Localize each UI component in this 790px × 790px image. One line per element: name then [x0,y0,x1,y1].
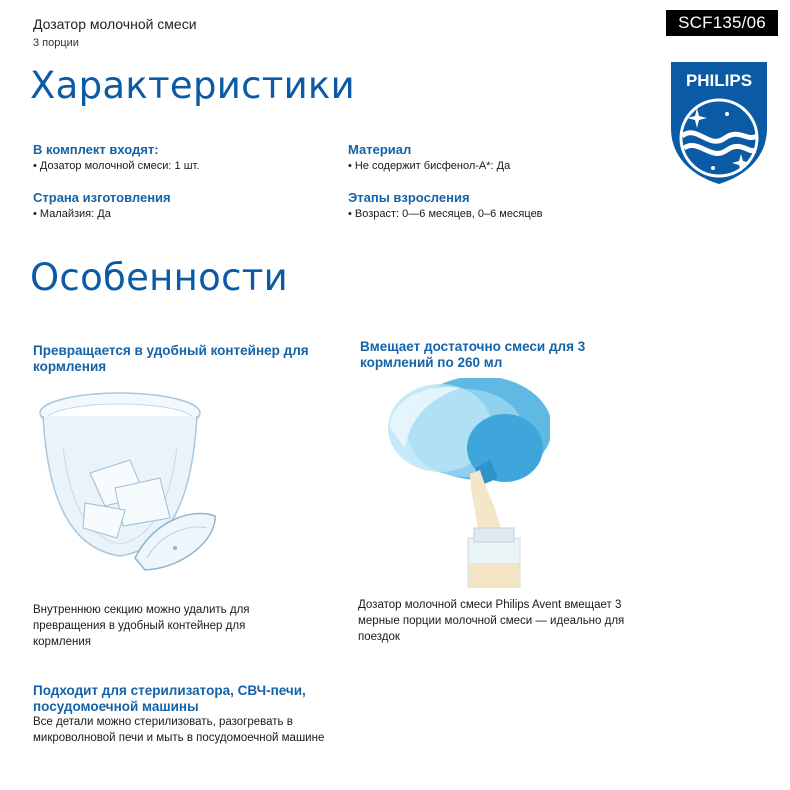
features-title: Особенности [30,256,288,299]
spec-item-country: • Малайзия: Да [33,208,111,220]
spec-heading-material: Материал [348,142,412,157]
spec-item-material: • Не содержит бисфенол-А*: Да [348,160,511,172]
portions-label: 3 порции [33,37,79,49]
brand-wordmark: PHILIPS [685,71,753,90]
container-apple-image [35,378,225,578]
dispenser-pouring-image [370,378,550,588]
model-number-badge: SCF135/06 [666,10,778,36]
feature-text-capacity: Дозатор молочной смеси Philips Avent вмещает 3 мерные порции молочной смеси — идеально для поездок [358,599,625,643]
feature-heading-container: Превращается в удобный контейнер для кормления [33,343,309,374]
spec-heading-age: Этапы взросления [348,190,470,205]
spec-item-age: • Возраст: 0—6 месяцев, 0–6 месяцев [348,208,543,220]
feature-heading-capacity: Вмещает достаточно смеси для 3 кормлений по 260 мл [360,339,586,370]
spec-item-kit: • Дозатор молочной смеси: 1 шт. [33,160,200,172]
spec-heading-kit: В комплект входят: [33,142,159,157]
feature-text-container: Внутреннюю секцию можно удалить для превращения в удобный контейнер для кормления [33,604,250,648]
spec-heading-country: Страна изготовления [33,190,171,205]
product-name: Дозатор молочной смеси [33,16,197,32]
specs-title: Характеристики [30,64,355,107]
philips-logo [667,58,771,186]
feature-heading-sterilizer: Подходит для стерилизатора, СВЧ-печи, посудомоечной машины [33,683,306,714]
feature-text-sterilizer: Все детали можно стерилизовать, разогревать в микроволновой печи и мыть в посудомоечной машине [33,716,325,744]
